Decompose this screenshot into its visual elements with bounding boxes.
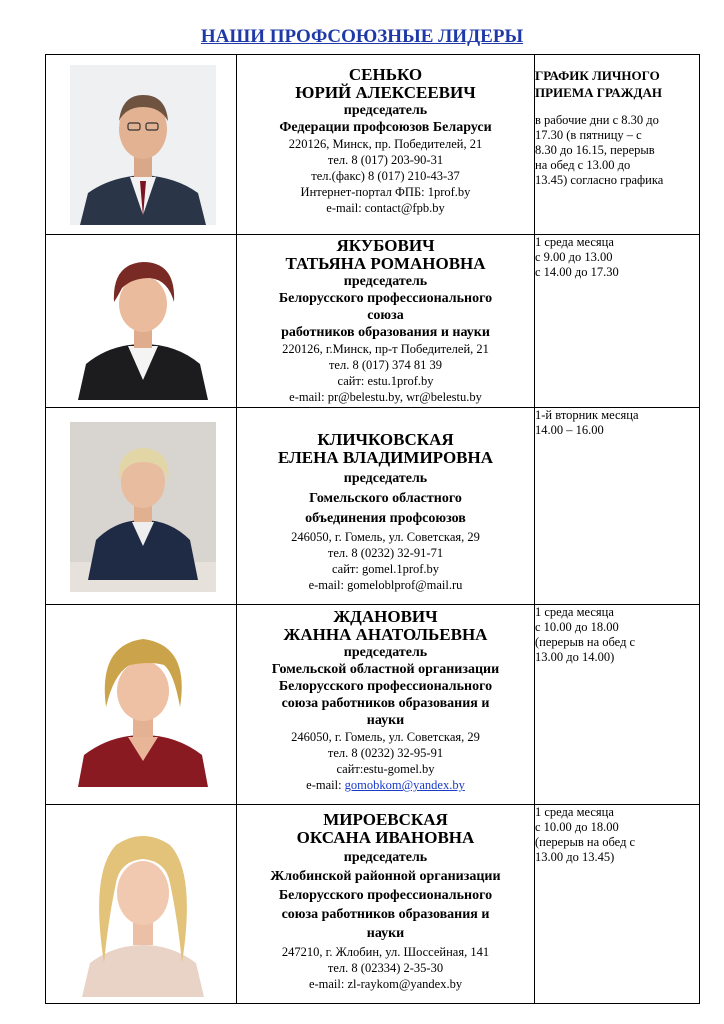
- photo-cell: [46, 55, 237, 235]
- leader-info: [237, 235, 535, 408]
- schedule-cell: [535, 408, 700, 605]
- schedule-line: 13.00 до 13.45): [535, 850, 615, 864]
- leader-role: председатель: [343, 645, 428, 660]
- leader-address: 246050, г. Гомель, ул. Советская, 29: [291, 530, 480, 544]
- leader-website: сайт:estu-gomel.by: [336, 762, 435, 776]
- schedule-cell: [535, 55, 700, 235]
- portrait-photo: [70, 615, 216, 787]
- schedule-line: 1 среда месяца: [535, 235, 614, 249]
- schedule-line: 13.00 до 14.00): [535, 650, 615, 664]
- leader-role: председатель: [343, 274, 428, 289]
- schedule-line: (перерыв на обед с: [535, 635, 636, 649]
- leader-surname: МИРОЕВСКАЯ: [323, 810, 448, 829]
- leader-given-name: ЮРИЙ АЛЕКСЕЕВИЧ: [295, 83, 476, 102]
- leader-email: e-mail: gomeloblprof@mail.ru: [308, 578, 463, 592]
- leader-phone: тел. 8 (017) 203-90-31: [327, 153, 444, 167]
- leader-org: союза: [367, 308, 404, 323]
- email-link[interactable]: gomobkom@yandex.by: [344, 778, 465, 792]
- schedule-cell: [535, 235, 700, 408]
- schedule-cell: [535, 605, 700, 805]
- leader-surname: КЛИЧКОВСКАЯ: [317, 430, 454, 449]
- schedule-line: 1-й вторник месяца: [535, 408, 639, 422]
- leader-info: [237, 805, 535, 1004]
- leader-org: науки: [366, 926, 405, 941]
- leader-role: председатель: [343, 103, 428, 118]
- schedule-line: 17.30 (в пятницу – с: [535, 128, 642, 142]
- leader-org: Федерации профсоюзов Беларуси: [279, 120, 492, 135]
- leader-org: работников образования и науки: [281, 325, 490, 340]
- table-row: [46, 235, 700, 408]
- leader-surname: ЯКУБОВИЧ: [336, 236, 435, 255]
- leader-org: Белорусского профессионального: [278, 679, 493, 694]
- schedule-line: 8.30 до 16.15, перерыв: [535, 143, 655, 157]
- schedule-line: с 14.00 до 17.30: [535, 265, 619, 279]
- leader-given-name: ОКСАНА ИВАНОВНА: [296, 828, 475, 847]
- schedule-line: 1 среда месяца: [535, 605, 614, 619]
- leader-info: [237, 408, 535, 605]
- leader-phone: тел. 8 (0232) 32-95-91: [327, 746, 444, 760]
- portrait-photo: [70, 422, 216, 592]
- schedule-line: на обед с 13.00 до: [535, 158, 631, 172]
- schedule-line: (перерыв на обед с: [535, 835, 636, 849]
- leader-website: сайт: gomel.1prof.by: [331, 562, 440, 576]
- schedule-line: с 10.00 до 18.00: [535, 820, 619, 834]
- leader-surname: ЖДАНОВИЧ: [333, 607, 438, 626]
- leader-email: e-mail: contact@fpb.by: [326, 201, 445, 215]
- leader-given-name: ЕЛЕНА ВЛАДИМИРОВНА: [277, 448, 494, 467]
- page-title: НАШИ ПРОФСОЮЗНЫЕ ЛИДЕРЫ: [200, 26, 524, 47]
- leader-fax: тел.(факс) 8 (017) 210-43-37: [311, 169, 460, 183]
- photo-cell: [46, 235, 237, 408]
- leader-address: 220126, г.Минск, пр-т Победителей, 21: [282, 342, 489, 356]
- leader-address: 247210, г. Жлобин, ул. Шоссейная, 141: [281, 945, 490, 959]
- leader-org: союза работников образования и: [281, 696, 490, 711]
- leader-address: 246050, г. Гомель, ул. Советская, 29: [291, 730, 480, 744]
- leaders-table: [45, 54, 700, 1004]
- leader-address: 220126, Минск, пр. Победителей, 21: [288, 137, 483, 151]
- leader-org: Гомельского областного: [309, 491, 462, 506]
- portrait-photo: [70, 240, 216, 400]
- photo-cell: [46, 408, 237, 605]
- leader-role: председатель: [343, 471, 428, 486]
- leader-given-name: ЖАННА АНАТОЛЬЕВНА: [283, 625, 488, 644]
- leader-org: Белорусского профессионального: [278, 291, 493, 306]
- table-row: [46, 805, 700, 1004]
- schedule-line: с 10.00 до 18.00: [535, 620, 619, 634]
- photo-cell: [46, 805, 237, 1004]
- leader-phone: тел. 8 (02334) 2-35-30: [327, 961, 444, 975]
- portrait-photo: [70, 813, 216, 997]
- leader-email: e-mail: zl-raykom@yandex.by: [308, 977, 463, 991]
- schedule-header-line: ПРИЕМА ГРАЖДАН: [535, 85, 662, 100]
- table-row: [46, 408, 700, 605]
- table-row: [46, 605, 700, 805]
- leader-info: [237, 55, 535, 235]
- schedule-line: 14.00 – 16.00: [535, 423, 604, 437]
- schedule-header: [535, 67, 699, 101]
- leader-surname: СЕНЬКО: [348, 65, 423, 84]
- leader-website: сайт: estu.1prof.by: [337, 374, 434, 388]
- leader-info: [237, 605, 535, 805]
- leader-given-name: ТАТЬЯНА РОМАНОВНА: [285, 254, 486, 273]
- leader-org: объединения профсоюзов: [305, 511, 466, 526]
- schedule-line: 13.45) согласно графика: [535, 173, 664, 187]
- schedule-header-line: ГРАФИК ЛИЧНОГО: [535, 68, 660, 83]
- schedule-line: с 9.00 до 13.00: [535, 250, 613, 264]
- schedule-line: в рабочие дни с 8.30 до: [535, 113, 659, 127]
- leader-phone: тел. 8 (017) 374 81 39: [328, 358, 443, 372]
- leader-phone: тел. 8 (0232) 32-91-71: [327, 546, 444, 560]
- leader-org: союза работников образования и: [281, 907, 490, 922]
- leader-org: науки: [366, 713, 405, 728]
- leader-org: Жлобинской районной организации: [270, 869, 501, 884]
- leader-role: председатель: [343, 850, 428, 865]
- leader-org: Гомельской областной организации: [271, 662, 500, 677]
- email-label: e-mail:: [306, 778, 345, 792]
- schedule-cell: [535, 805, 700, 1004]
- leader-org: Белорусского профессионального: [278, 888, 493, 903]
- leader-email: [237, 777, 534, 793]
- leader-email: e-mail: pr@belestu.by, wr@belestu.by: [289, 390, 482, 404]
- photo-cell: [46, 605, 237, 805]
- portrait-photo: [70, 65, 216, 225]
- leader-website: Интернет-портал ФПБ: 1prof.by: [300, 185, 471, 199]
- table-row: [46, 55, 700, 235]
- schedule-line: 1 среда месяца: [535, 805, 614, 819]
